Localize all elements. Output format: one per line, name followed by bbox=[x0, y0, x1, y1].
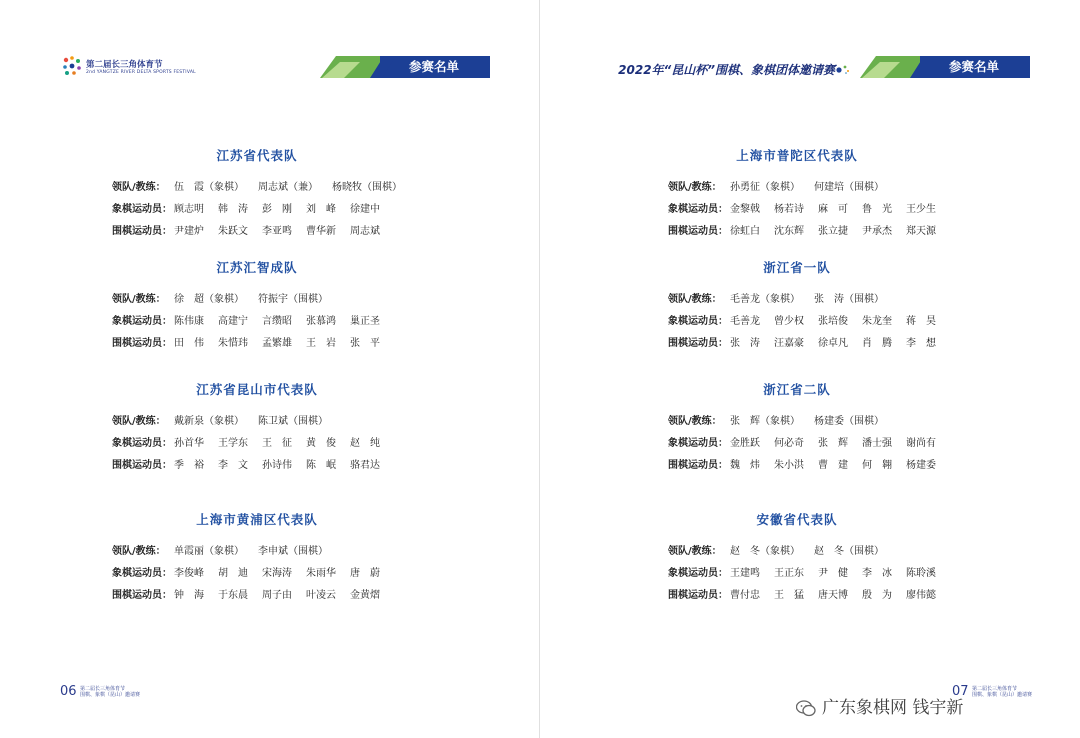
team-block bbox=[0, 380, 540, 398]
roster-row bbox=[668, 456, 950, 471]
roster-row bbox=[668, 434, 950, 449]
roster-row bbox=[668, 586, 950, 601]
player-name: 尹承杰 bbox=[862, 226, 892, 237]
player-name: 曹付忠 bbox=[730, 590, 760, 601]
player-name: 王 岩 bbox=[306, 338, 336, 349]
player-name: 李俊峰 bbox=[174, 568, 204, 579]
player-name: 郑天源 bbox=[906, 226, 936, 237]
roster-label: 象棋运动员： bbox=[668, 204, 728, 215]
section-label: 参赛名单 bbox=[408, 59, 459, 74]
player-name: 符振宇（围棋） bbox=[258, 294, 328, 305]
player-name: 季 裕 bbox=[174, 460, 204, 471]
player-name: 蒋 昊 bbox=[906, 316, 936, 327]
roster-label: 围棋运动员： bbox=[668, 338, 728, 349]
page-number: 06 bbox=[60, 684, 77, 699]
player-name: 张 辉（象棋） bbox=[730, 416, 800, 427]
player-name: 廖伟懿 bbox=[906, 590, 936, 601]
player-name: 单霞丽（象棋） bbox=[174, 546, 244, 557]
roster-row bbox=[112, 542, 342, 557]
team-title: 江苏省昆山市代表队 bbox=[196, 382, 318, 397]
player-name: 李亚鸣 bbox=[262, 226, 292, 237]
player-name: 王 征 bbox=[262, 438, 292, 449]
team-block bbox=[540, 258, 1080, 276]
roster-row bbox=[112, 334, 394, 349]
player-name: 赵 纯 bbox=[350, 438, 380, 449]
roster-row bbox=[112, 564, 394, 579]
roster-row bbox=[668, 178, 898, 193]
player-name: 杨晓牧（围棋） bbox=[332, 182, 402, 193]
player-name: 金胜跃 bbox=[730, 438, 760, 449]
player-name: 王正东 bbox=[774, 568, 804, 579]
roster-label: 领队/教练： bbox=[668, 182, 722, 193]
player-name: 陈聆溪 bbox=[906, 568, 936, 579]
roster-label: 围棋运动员： bbox=[112, 590, 172, 601]
player-name: 周子由 bbox=[262, 590, 292, 601]
team-block bbox=[540, 510, 1080, 528]
team-block bbox=[540, 146, 1080, 164]
footer-text: 第二届长三角体育节 围棋、象棋（昆山）邀请赛 bbox=[972, 686, 1033, 698]
player-name: 金黄熠 bbox=[350, 590, 380, 601]
roster-label: 围棋运动员： bbox=[112, 338, 172, 349]
player-name: 潘士强 bbox=[862, 438, 892, 449]
player-name: 何必奇 bbox=[774, 438, 804, 449]
player-name: 唐天博 bbox=[818, 590, 848, 601]
player-name: 杨建委（围棋） bbox=[814, 416, 884, 427]
player-name: 何 翱 bbox=[862, 460, 892, 471]
team-block bbox=[540, 380, 1080, 398]
team-block bbox=[0, 510, 540, 528]
player-name: 魏 炜 bbox=[730, 460, 760, 471]
player-name: 殷 为 bbox=[862, 590, 892, 601]
player-name: 叶凌云 bbox=[306, 590, 336, 601]
team-title: 安徽省代表队 bbox=[756, 512, 838, 527]
player-name: 谢尚有 bbox=[906, 438, 936, 449]
roster-row bbox=[668, 200, 950, 215]
page-number: 07 bbox=[952, 684, 969, 699]
roster-row bbox=[112, 178, 416, 193]
roster-label: 围棋运动员： bbox=[112, 226, 172, 237]
player-name: 何建培（围棋） bbox=[814, 182, 884, 193]
roster-row bbox=[668, 412, 898, 427]
team-block bbox=[0, 258, 540, 276]
player-name: 彭 刚 bbox=[262, 204, 292, 215]
player-name: 韩 涛 bbox=[218, 204, 248, 215]
roster-label: 围棋运动员： bbox=[668, 590, 728, 601]
roster-row bbox=[668, 334, 950, 349]
player-name: 赵 冬（围棋） bbox=[814, 546, 884, 557]
player-name: 尹建炉 bbox=[174, 226, 204, 237]
player-name: 陈卫斌（围棋） bbox=[258, 416, 328, 427]
player-name: 于东晨 bbox=[218, 590, 248, 601]
festival-name: 第二届长三角体育节 bbox=[86, 60, 163, 70]
player-name: 张 平 bbox=[350, 338, 380, 349]
roster-label: 领队/教练： bbox=[112, 182, 166, 193]
player-name: 李 冰 bbox=[862, 568, 892, 579]
player-name: 田 伟 bbox=[174, 338, 204, 349]
player-name: 巢正圣 bbox=[350, 316, 380, 327]
player-name: 张培俊 bbox=[818, 316, 848, 327]
roster-row bbox=[112, 200, 394, 215]
roster-label: 领队/教练： bbox=[668, 294, 722, 305]
roster-label: 领队/教练： bbox=[668, 546, 722, 557]
roster-label: 象棋运动员： bbox=[112, 568, 172, 579]
roster-label: 围棋运动员： bbox=[112, 460, 172, 471]
roster-row bbox=[112, 456, 394, 471]
player-name: 王建鸣 bbox=[730, 568, 760, 579]
player-name: 毛善龙（象棋） bbox=[730, 294, 800, 305]
roster-label: 围棋运动员： bbox=[668, 460, 728, 471]
watermark: 广东象棋网 钱宇新 bbox=[822, 698, 964, 718]
team-title: 江苏省代表队 bbox=[216, 148, 298, 163]
player-name: 曹华新 bbox=[306, 226, 336, 237]
roster-label: 象棋运动员： bbox=[112, 438, 172, 449]
team-title: 浙江省二队 bbox=[763, 382, 831, 397]
player-name: 陈伟康 bbox=[174, 316, 204, 327]
section-label: 参赛名单 bbox=[948, 59, 999, 74]
player-name: 周志斌（兼） bbox=[258, 182, 318, 193]
roster-row bbox=[668, 290, 898, 305]
player-name: 孙勇征（象棋） bbox=[730, 182, 800, 193]
roster-row bbox=[668, 312, 950, 327]
roster-row bbox=[668, 222, 950, 237]
roster-row bbox=[112, 312, 394, 327]
player-name: 孙首华 bbox=[174, 438, 204, 449]
player-name: 肖 腾 bbox=[862, 338, 892, 349]
team-title: 江苏汇智成队 bbox=[216, 260, 298, 275]
player-name: 孙诗伟 bbox=[262, 460, 292, 471]
roster-label: 象棋运动员： bbox=[112, 316, 172, 327]
player-name: 鲁 光 bbox=[862, 204, 892, 215]
roster-row bbox=[112, 586, 394, 601]
roster-row bbox=[668, 542, 898, 557]
roster-label: 领队/教练： bbox=[112, 294, 166, 305]
roster-row bbox=[112, 412, 342, 427]
player-name: 杨建委 bbox=[906, 460, 936, 471]
roster-row bbox=[112, 434, 394, 449]
player-name: 徐虹白 bbox=[730, 226, 760, 237]
roster-row bbox=[112, 222, 394, 237]
player-name: 伍 霞（象棋） bbox=[174, 182, 244, 193]
player-name: 王 猛 bbox=[774, 590, 804, 601]
player-name: 孟繁雄 bbox=[262, 338, 292, 349]
player-name: 戴新泉（象棋） bbox=[174, 416, 244, 427]
roster-label: 领队/教练： bbox=[668, 416, 722, 427]
player-name: 杨若诗 bbox=[774, 204, 804, 215]
player-name: 李 想 bbox=[906, 338, 936, 349]
player-name: 张立捷 bbox=[818, 226, 848, 237]
player-name: 汪嘉豪 bbox=[774, 338, 804, 349]
player-name: 张 涛 bbox=[730, 338, 760, 349]
player-name: 李 文 bbox=[218, 460, 248, 471]
player-name: 毛善龙 bbox=[730, 316, 760, 327]
player-name: 周志斌 bbox=[350, 226, 380, 237]
roster-row bbox=[112, 290, 342, 305]
festival-logo-icon bbox=[60, 54, 84, 78]
player-name: 王少生 bbox=[906, 204, 936, 215]
roster-label: 领队/教练： bbox=[112, 546, 166, 557]
roster-row bbox=[668, 564, 950, 579]
player-name: 曹 建 bbox=[818, 460, 848, 471]
roster-label: 象棋运动员： bbox=[668, 568, 728, 579]
player-name: 张慕鸿 bbox=[306, 316, 336, 327]
player-name: 曾少权 bbox=[774, 316, 804, 327]
player-name: 钟 海 bbox=[174, 590, 204, 601]
player-name: 张 辉 bbox=[818, 438, 848, 449]
player-name: 顾志明 bbox=[174, 204, 204, 215]
roster-label: 领队/教练： bbox=[112, 416, 166, 427]
player-name: 朱小洪 bbox=[774, 460, 804, 471]
roster-label: 象棋运动员： bbox=[668, 438, 728, 449]
player-name: 麻 可 bbox=[818, 204, 848, 215]
player-name: 黄 俊 bbox=[306, 438, 336, 449]
roster-label: 象棋运动员： bbox=[112, 204, 172, 215]
player-name: 李申斌（围棋） bbox=[258, 546, 328, 557]
player-name: 言缵昭 bbox=[262, 316, 292, 327]
player-name: 唐 蔚 bbox=[350, 568, 380, 579]
team-title: 上海市普陀区代表队 bbox=[736, 148, 858, 163]
player-name: 王学东 bbox=[218, 438, 248, 449]
right-page bbox=[540, 0, 1080, 738]
player-name: 胡 迪 bbox=[218, 568, 248, 579]
event-title: 2022年“昆山杯”围棋、象棋团体邀请赛 bbox=[618, 63, 835, 77]
player-name: 朱雨华 bbox=[306, 568, 336, 579]
player-name: 朱跃文 bbox=[218, 226, 248, 237]
roster-label: 围棋运动员： bbox=[668, 226, 728, 237]
player-name: 金黎戟 bbox=[730, 204, 760, 215]
player-name: 沈东辉 bbox=[774, 226, 804, 237]
player-name: 徐建中 bbox=[350, 204, 380, 215]
player-name: 高建宁 bbox=[218, 316, 248, 327]
team-title: 上海市黄浦区代表队 bbox=[196, 512, 318, 527]
player-name: 张 涛（围棋） bbox=[814, 294, 884, 305]
player-name: 徐卓凡 bbox=[818, 338, 848, 349]
player-name: 朱龙奎 bbox=[862, 316, 892, 327]
footer-text: 第二届长三角体育节 围棋、象棋（昆山）邀请赛 bbox=[80, 686, 141, 698]
player-name: 徐 超（象棋） bbox=[174, 294, 244, 305]
player-name: 宋海涛 bbox=[262, 568, 292, 579]
player-name: 刘 峰 bbox=[306, 204, 336, 215]
player-name: 陈 岷 bbox=[306, 460, 336, 471]
festival-subtitle: 2nd YANGTZE RIVER DELTA SPORTS FESTIVAL bbox=[86, 70, 196, 75]
player-name: 赵 冬（象棋） bbox=[730, 546, 800, 557]
player-name: 朱惜玮 bbox=[218, 338, 248, 349]
team-title: 浙江省一队 bbox=[763, 260, 831, 275]
team-block bbox=[0, 146, 540, 164]
roster-label: 象棋运动员： bbox=[668, 316, 728, 327]
player-name: 骆君达 bbox=[350, 460, 380, 471]
player-name: 尹 健 bbox=[818, 568, 848, 579]
